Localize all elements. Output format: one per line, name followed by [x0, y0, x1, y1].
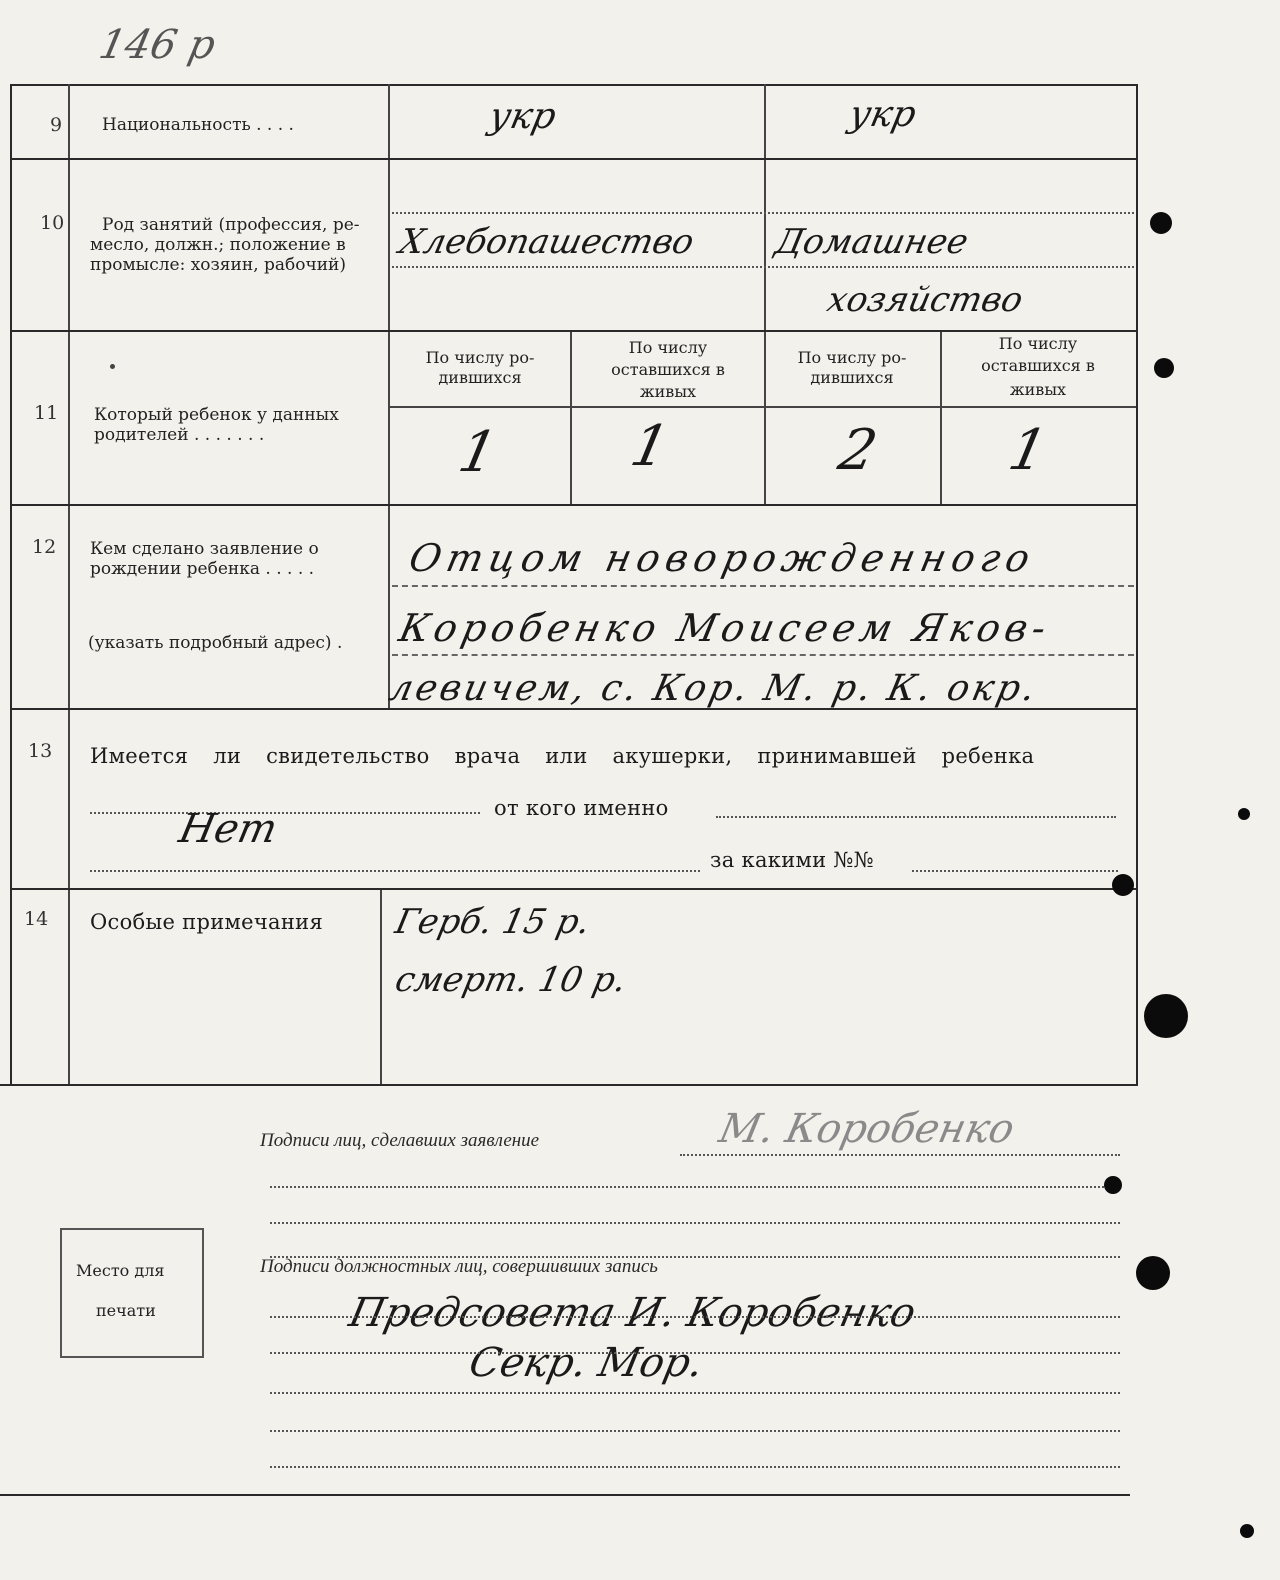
row12-number: 12	[32, 536, 57, 558]
row13-line-c	[90, 870, 700, 872]
punch-hole	[1144, 994, 1188, 1038]
row10-label-2: месло, должн.; положение в	[90, 235, 346, 255]
row11-hdr-1b: дившихся	[438, 368, 522, 387]
row12-value-2: Коробенко Моисеем Яков-	[395, 606, 1055, 650]
num-col-divider	[68, 84, 70, 1084]
punch-hole	[1150, 212, 1172, 234]
officials-line-1	[270, 1316, 1120, 1318]
row12-label-address: (указать подробный адрес) .	[88, 633, 343, 653]
stamp-place-label-2: печати	[96, 1301, 156, 1320]
punch-hole	[1238, 808, 1250, 820]
label-col-divider-14	[380, 890, 382, 1084]
row11-hdr-2b: оставшихся в	[611, 360, 725, 379]
row12-label-1: Кем сделано заявление о	[90, 539, 319, 559]
row13-line-b	[716, 816, 1116, 818]
row11-hdr-3a: По числу ро-	[797, 348, 907, 367]
row13-line-d	[912, 870, 1118, 872]
row11-value-1: 1	[453, 420, 503, 485]
applicants-line-1	[680, 1154, 1120, 1156]
row14-note-1: Герб. 15 р.	[391, 902, 594, 942]
row10-line-1	[392, 212, 1134, 214]
row11-hdr-2a: По числу	[628, 338, 708, 357]
row10-line-2	[392, 266, 1134, 268]
punch-hole	[1104, 1176, 1122, 1194]
stamp-place-label-1: Место для	[76, 1261, 165, 1280]
row11-hdr-4c: живых	[1009, 380, 1067, 399]
row9-number: 9	[50, 114, 63, 136]
row10-mother-value-1: Домашнее	[771, 222, 972, 262]
row10-number: 10	[40, 212, 65, 234]
row13-which-nos: за какими №№	[710, 848, 874, 872]
punch-hole	[1240, 1524, 1254, 1538]
row12-line-1	[392, 585, 1134, 587]
row10-mother-value-2: хозяйство	[823, 280, 1027, 320]
row11-sub-divider-1	[570, 332, 572, 504]
row12-value-3: левичем, с. Кор. М. р. К. окр.	[385, 668, 1042, 709]
officials-line-4	[270, 1430, 1120, 1432]
row11-value-2: 1	[625, 414, 675, 479]
row12-label-2: рождении ребенка . . . . .	[90, 559, 315, 579]
row11-label-1: Который ребенок у данных	[94, 405, 339, 425]
row11-bullet	[110, 364, 115, 369]
row10-bottom	[10, 330, 1138, 332]
applicants-line-2	[270, 1186, 1120, 1188]
row10-father-value: Хлебопашество	[395, 222, 698, 262]
punch-hole	[1154, 358, 1174, 378]
frame-top	[10, 84, 1138, 86]
officials-signatures-label: Подписи должностных лиц, совершивших запись	[260, 1256, 658, 1277]
row11-label-2: родителей . . . . . . .	[94, 425, 265, 445]
row10-label-3: промысле: хозяин, рабочий)	[90, 255, 347, 275]
row14-bottom	[0, 1084, 1138, 1086]
frame-left	[10, 84, 12, 1084]
row11-header-bottom	[388, 406, 1136, 408]
row9-father-value: укр	[485, 96, 560, 137]
row11-bottom	[10, 504, 1138, 506]
row13-bottom	[10, 888, 1138, 890]
row11-hdr-1a: По числу ро-	[425, 348, 535, 367]
row13-from-whom: от кого именно	[494, 796, 669, 820]
row14-number: 14	[24, 908, 49, 930]
row11-value-3: 2	[833, 418, 883, 483]
punch-hole	[1112, 874, 1134, 896]
header-mark: 146 р	[95, 22, 220, 68]
secretary-signature: Секр. Мор.	[465, 1340, 708, 1386]
row13-line-a	[90, 812, 480, 814]
row11-hdr-2c: живых	[639, 382, 697, 401]
row13-label: Имеется ли свидетельство врача или акушерки, принимавшей ребенка	[90, 744, 1035, 768]
row12-value-1: Отцом новорожденного	[405, 536, 1040, 580]
label-col-divider	[388, 84, 390, 708]
stamp-place-box	[60, 1228, 204, 1358]
row9-mother-value: укр	[845, 94, 920, 135]
row13-answer: Нет	[175, 806, 282, 852]
chairman-signature: Предсовета И. Коробенко	[345, 1290, 920, 1336]
row11-hdr-4a: По числу	[998, 334, 1078, 353]
row10-label-1: Род занятий (профессия, ре-	[102, 215, 360, 235]
punch-hole	[1136, 1256, 1170, 1290]
frame-right	[1136, 84, 1138, 1084]
row11-value-4: 1	[1003, 418, 1053, 483]
officials-line-3	[270, 1392, 1120, 1394]
applicants-signatures-label: Подписи лиц, сделавших заявление	[260, 1130, 540, 1151]
row11-hdr-4b: оставшихся в	[981, 356, 1095, 375]
row12-line-2	[392, 654, 1134, 656]
row11-hdr-3b: дившихся	[810, 368, 894, 387]
officials-line-2	[270, 1352, 1120, 1354]
applicants-line-3	[270, 1222, 1120, 1224]
applicant-signature: М. Коробенко	[715, 1106, 1019, 1152]
row9-label: Национальность . . . .	[102, 115, 294, 135]
row14-note-2: смерт. 10 р.	[391, 960, 630, 1000]
page-bottom-rule	[0, 1494, 1130, 1496]
row11-number: 11	[34, 402, 59, 424]
officials-line-5	[270, 1466, 1120, 1468]
father-mother-divider	[764, 84, 766, 504]
row14-label: Особые примечания	[90, 910, 324, 934]
row9-bottom	[10, 158, 1138, 160]
row13-number: 13	[28, 740, 53, 762]
